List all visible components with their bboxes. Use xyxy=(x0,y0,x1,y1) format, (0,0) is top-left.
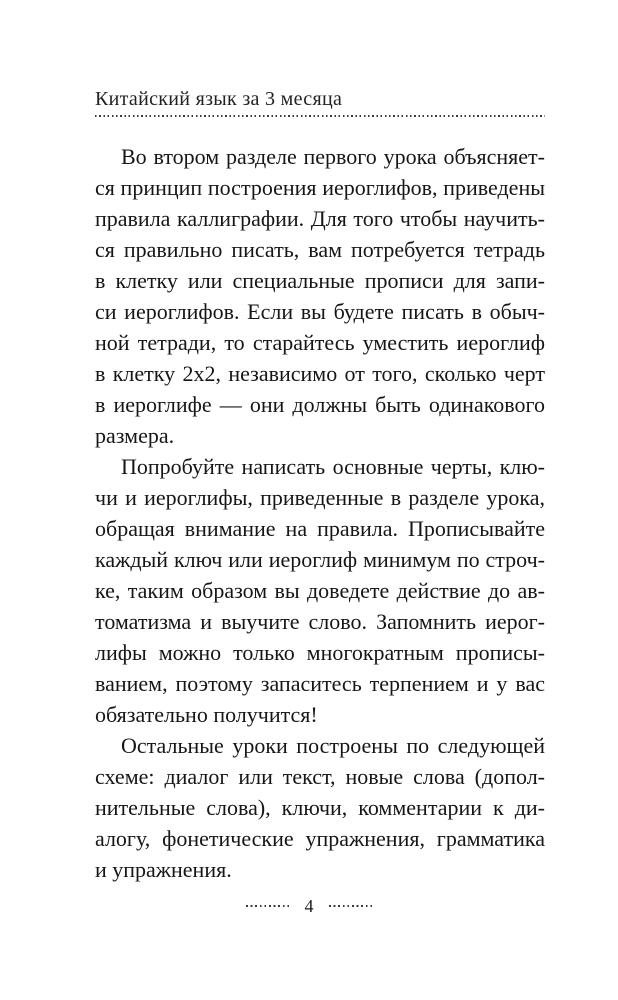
text-line: ся правильно писать, вам потребуется тетрадь xyxy=(95,237,545,262)
text-line: си иероглифов. Если вы будете писать в обыч- xyxy=(95,299,545,324)
text-line: нительные слова), ключи, комментарии к ди- xyxy=(95,795,545,820)
text-line: размера. xyxy=(95,423,175,448)
text-line: алогу, фонетические упражнения, грамматика xyxy=(95,826,545,851)
text-line: ке, таким образом вы доведете действие до ав- xyxy=(95,578,545,603)
paragraph xyxy=(95,451,545,730)
page-footer xyxy=(0,894,618,918)
page-header-title: Китайский язык за 3 месяца xyxy=(95,88,343,110)
text-line: лифы можно только многократным прописы- xyxy=(95,640,545,665)
text-line: обязательно получится! xyxy=(95,702,318,727)
footer-divider-right xyxy=(329,905,373,907)
text-line: в клетку или специальные прописи для запи- xyxy=(95,268,545,293)
paragraph xyxy=(95,141,545,451)
text-line: томатизма и выучите слово. Запомнить иерог- xyxy=(95,609,545,634)
text-line: ванием, поэтому запаситесь терпением и у вас xyxy=(95,671,545,696)
footer-divider-left xyxy=(246,905,290,907)
text-line: обращая внимание на правила. Прописывайте xyxy=(95,516,545,541)
text-line: Остальные уроки построены по следующей xyxy=(121,733,545,758)
text-line: каждый ключ или иероглиф минимум по строч- xyxy=(95,547,545,572)
text-line: Во втором разделе первого урока объясняет- xyxy=(121,144,545,169)
paragraph xyxy=(95,730,545,885)
running-header xyxy=(95,88,545,117)
text-line: ной тетради, то старайтесь уместить иероглиф xyxy=(95,330,545,355)
text-line: Попробуйте написать основные черты, клю- xyxy=(121,454,545,479)
header-divider xyxy=(95,115,545,117)
text-line: правила каллиграфии. Для того чтобы научить- xyxy=(95,206,545,231)
page-body xyxy=(95,141,545,885)
text-line: в иероглифе — они должны быть одинакового xyxy=(95,392,545,417)
text-line: в клетку 2х2, независимо от того, сколько черт xyxy=(95,361,545,386)
page-number: 4 xyxy=(304,896,314,916)
text-line: ся принцип построения иероглифов, приведены xyxy=(95,175,545,200)
text-line: чи и иероглифы, приведенные в разделе урока, xyxy=(95,485,545,510)
text-line: и упражнения. xyxy=(95,857,232,882)
text-line: схеме: диалог или текст, новые слова (допол- xyxy=(95,764,545,789)
